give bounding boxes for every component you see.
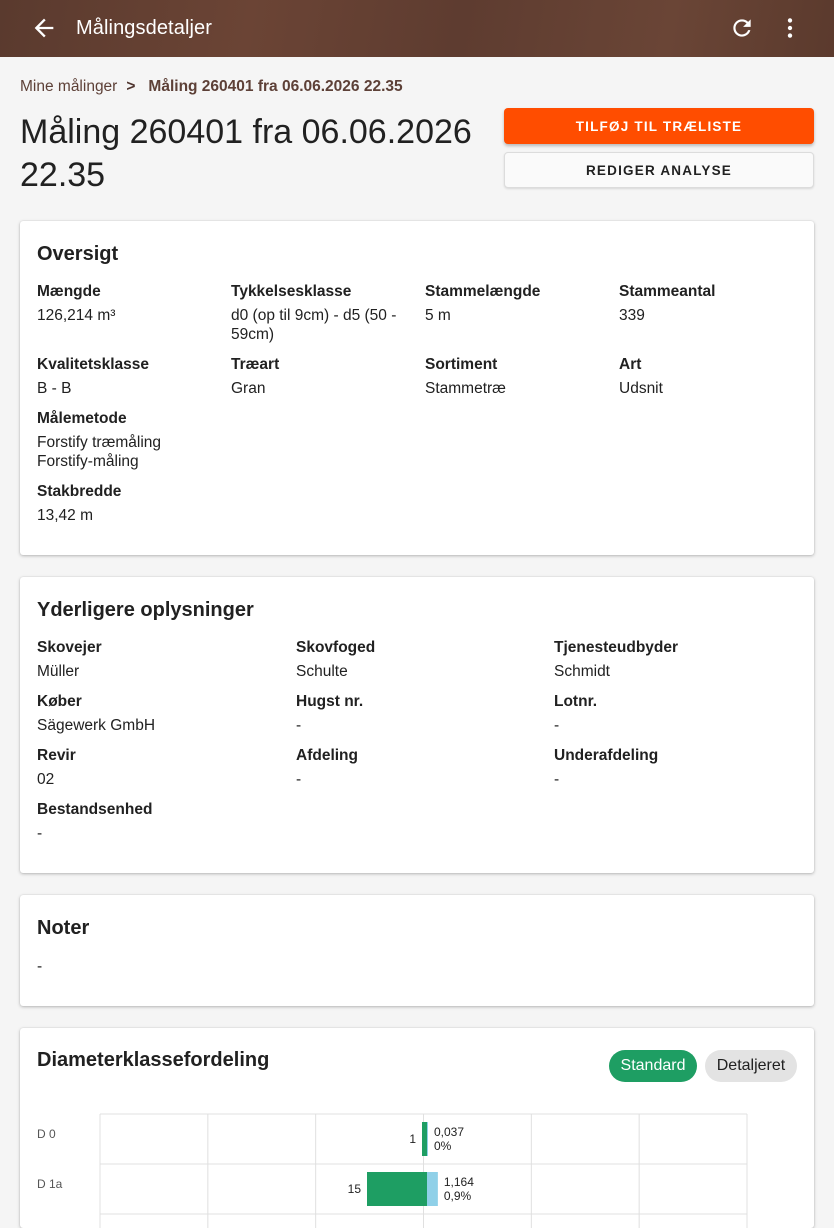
field-value: Gran — [231, 380, 266, 397]
field-stack-width — [37, 482, 217, 525]
field-value: Müller — [37, 663, 80, 680]
notes-title: Noter — [37, 917, 90, 939]
field-amount — [37, 282, 217, 325]
add-to-list-button[interactable]: TILFØJ TIL TRÆLISTE — [504, 108, 814, 144]
breadcrumb-separator: > — [126, 78, 136, 95]
field-label: Revir — [37, 747, 76, 764]
detailed-toggle[interactable]: Detaljeret — [705, 1050, 797, 1082]
overview-title: Oversigt — [37, 243, 119, 265]
field-label: Art — [619, 356, 642, 373]
field-sub-department — [554, 746, 794, 789]
diameter-distribution-chart — [20, 1100, 814, 1203]
field-label: Stammelængde — [425, 283, 541, 300]
volume-label: 1,164 — [443, 1175, 474, 1189]
field-type — [619, 355, 799, 398]
count-bar — [422, 1122, 427, 1156]
volume-label: 0,037 — [434, 1125, 465, 1139]
field-label: Tjenesteudbyder — [554, 639, 679, 656]
notes-card — [20, 895, 814, 1006]
edit-analysis-button[interactable]: REDIGER ANALYSE — [504, 152, 814, 188]
field-value: 13,42 m — [37, 507, 94, 524]
field-thickness-class — [231, 282, 416, 344]
field-label: Skovejer — [37, 639, 102, 656]
breadcrumb-parent-link[interactable]: Mine målinger — [20, 78, 118, 95]
field-value: - — [296, 771, 302, 788]
field-label: Skovfoged — [296, 639, 376, 656]
field-value: - — [554, 771, 560, 788]
field-label: Tykkelsesklasse — [231, 283, 352, 300]
field-label: Underafdeling — [554, 747, 659, 764]
field-stem-count — [619, 282, 799, 325]
breadcrumb — [20, 78, 403, 96]
field-label: Træart — [231, 356, 280, 373]
arrow-back-icon[interactable] — [30, 14, 58, 42]
field-value: B - B — [37, 380, 72, 397]
distribution-title: Diameterklassefordeling — [37, 1049, 270, 1071]
field-value: Schmidt — [554, 663, 610, 680]
field-value: 126,214 m³ — [37, 307, 116, 324]
field-quality-class — [37, 355, 217, 398]
field-value: Stammetræ — [425, 380, 506, 397]
field-label: Bestandsenhed — [37, 801, 153, 818]
field-label: Lotnr. — [554, 693, 598, 710]
field-forest-owner — [37, 638, 277, 681]
field-lot-no — [554, 692, 794, 735]
field-label: Afdeling — [296, 747, 358, 764]
field-label: Stammeantal — [619, 283, 716, 300]
category-label: D 1a — [37, 1177, 63, 1191]
more-info-title: Yderligere oplysninger — [37, 599, 254, 621]
field-value: Udsnit — [619, 380, 663, 397]
overview-card — [20, 221, 814, 555]
field-value: d0 (op til 9cm) - d5 (50 - 59cm) — [231, 307, 397, 343]
more-vert-icon[interactable] — [777, 15, 803, 41]
field-value: 02 — [37, 771, 55, 788]
field-value: - — [296, 717, 302, 734]
percent-label: 0% — [434, 1139, 452, 1153]
field-stem-length — [425, 282, 605, 325]
field-label: Sortiment — [425, 356, 498, 373]
field-forester — [296, 638, 536, 681]
field-assortment — [425, 355, 605, 398]
field-measuring-method — [37, 409, 177, 471]
field-label: Mængde — [37, 283, 101, 300]
page-title: Måling 260401 fra 06.06.2026 22.35 — [20, 113, 472, 194]
count-label: 15 — [347, 1182, 361, 1196]
field-label: Målemetode — [37, 410, 127, 427]
standard-toggle[interactable]: Standard — [609, 1050, 697, 1082]
category-label: D 0 — [37, 1127, 56, 1141]
field-stand-unit — [37, 800, 277, 843]
field-label: Hugst nr. — [296, 693, 364, 710]
more-info-card — [20, 577, 814, 873]
breadcrumb-current: Måling 260401 fra 06.06.2026 22.35 — [148, 78, 403, 95]
field-value: Sägewerk GmbH — [37, 717, 156, 734]
field-value: 339 — [619, 307, 645, 324]
field-tree-species — [231, 355, 411, 398]
refresh-icon[interactable] — [729, 15, 755, 41]
field-buyer — [37, 692, 277, 735]
field-department — [296, 746, 536, 789]
count-label: 1 — [409, 1132, 416, 1146]
volume-bar — [427, 1172, 438, 1206]
field-value: 5 m — [425, 307, 451, 324]
field-value: - — [554, 717, 560, 734]
field-value: - — [37, 825, 43, 842]
volume-bar — [427, 1122, 428, 1156]
field-district — [37, 746, 277, 789]
field-harvest-no — [296, 692, 536, 735]
app-bar — [0, 0, 834, 57]
field-label: Kvalitetsklasse — [37, 356, 150, 373]
app-bar-title: Målingsdetaljer — [76, 17, 213, 39]
field-value: - — [37, 958, 43, 975]
field-value: Forstify træmåling Forstify-måling — [37, 434, 162, 470]
field-service-provider — [554, 638, 794, 681]
field-value: Schulte — [296, 663, 348, 680]
field-label: Køber — [37, 693, 82, 710]
notes-value — [37, 953, 42, 976]
count-bar — [367, 1172, 427, 1206]
field-label: Stakbredde — [37, 483, 122, 500]
percent-label: 0,9% — [443, 1189, 472, 1203]
